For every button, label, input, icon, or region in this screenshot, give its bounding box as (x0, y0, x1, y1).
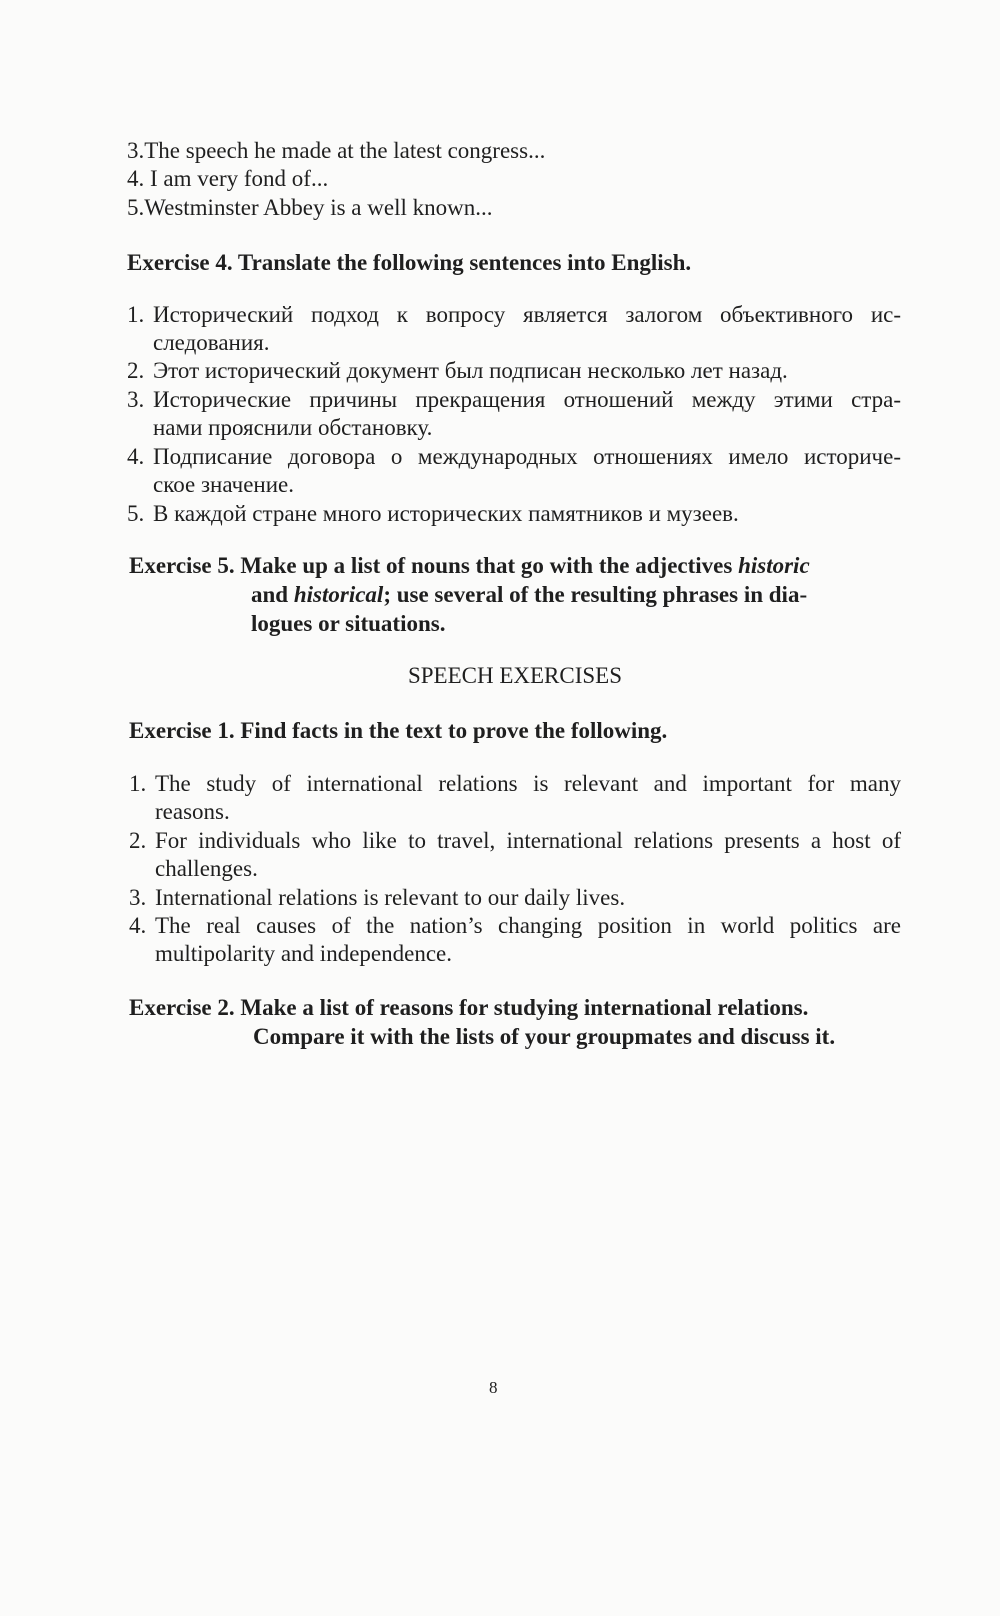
item-text: challenges. (155, 856, 258, 881)
item-text: International relations is relevant to our daily lives. (155, 885, 626, 910)
top-item: 4. I am very fond of... (127, 166, 329, 191)
exercise-4-heading: Exercise 4. Translate the following sentences into English. (127, 250, 692, 275)
item-text: Этот исторический документ был подписан несколько лет назад. (153, 358, 788, 383)
item-number: 5. (127, 501, 145, 526)
exercise-label: Exercise 5. (129, 553, 235, 578)
section-title: SPEECH EXERCISES (407, 663, 623, 688)
item-text: multipolarity and independence. (155, 941, 452, 966)
emphasis: historic (738, 553, 810, 578)
exercise-5-heading-line2 (251, 580, 807, 609)
page-number: 8 (489, 1378, 498, 1397)
list-item (127, 356, 788, 385)
item-text: В каждой стране много исторических памятников и музеев. (153, 501, 739, 526)
list-item (127, 442, 901, 471)
heading-text: ; use several of the resulting phrases in dia- (383, 582, 808, 607)
list-item (129, 769, 901, 798)
item-text: reasons. (155, 799, 230, 824)
top-item: 5.Westminster Abbey is a well known... (127, 195, 493, 220)
item-text: The real causes of the nation’s changing position in world politics are (155, 913, 901, 938)
item-text: Исторический подход к вопросу является залогом объективного ис- (153, 302, 901, 327)
item-number: 2. (129, 828, 147, 853)
item-text: ское значение. (153, 472, 294, 497)
item-text: Исторические причины прекращения отношений между этими стра- (153, 387, 901, 412)
speech-exercise-1-heading: Exercise 1. Find facts in the text to prove the following. (129, 718, 668, 743)
top-item: 3.The speech he made at the latest congress... (127, 138, 546, 163)
list-item (129, 911, 901, 940)
list-item (127, 385, 901, 414)
list-item (129, 826, 901, 855)
item-number: 4. (129, 913, 147, 938)
item-number: 3. (129, 885, 147, 910)
heading-text: Make a list of reasons for studying international relations. (240, 995, 809, 1020)
emphasis: historical (293, 582, 384, 607)
item-text: следования. (153, 330, 270, 355)
item-text: нами прояснили обстановку. (153, 415, 433, 440)
item-text: For individuals who like to travel, international relations presents a host of (155, 828, 901, 853)
item-number: 3. (127, 387, 145, 412)
exercise-5-heading (129, 551, 810, 580)
heading-text: Make up a list of nouns that go with the adjectives (240, 553, 739, 578)
speech-exercise-2-heading (129, 993, 808, 1022)
heading-text: and (251, 582, 294, 607)
item-number: 1. (127, 302, 145, 327)
list-item (129, 883, 625, 912)
item-number: 1. (129, 771, 147, 796)
item-number: 4. (127, 444, 145, 469)
exercise-5-heading-line3: logues or situations. (251, 611, 446, 636)
list-item (127, 499, 739, 528)
list-item (127, 300, 901, 329)
item-number: 2. (127, 358, 145, 383)
item-text: Подписание договора о международных отношениях имело историче- (153, 444, 901, 469)
item-text: The study of international relations is relevant and important for many (155, 771, 901, 796)
exercise-label: Exercise 2. (129, 995, 235, 1020)
speech-exercise-2-heading-line2: Compare it with the lists of your groupmates and discuss it. (253, 1024, 836, 1049)
